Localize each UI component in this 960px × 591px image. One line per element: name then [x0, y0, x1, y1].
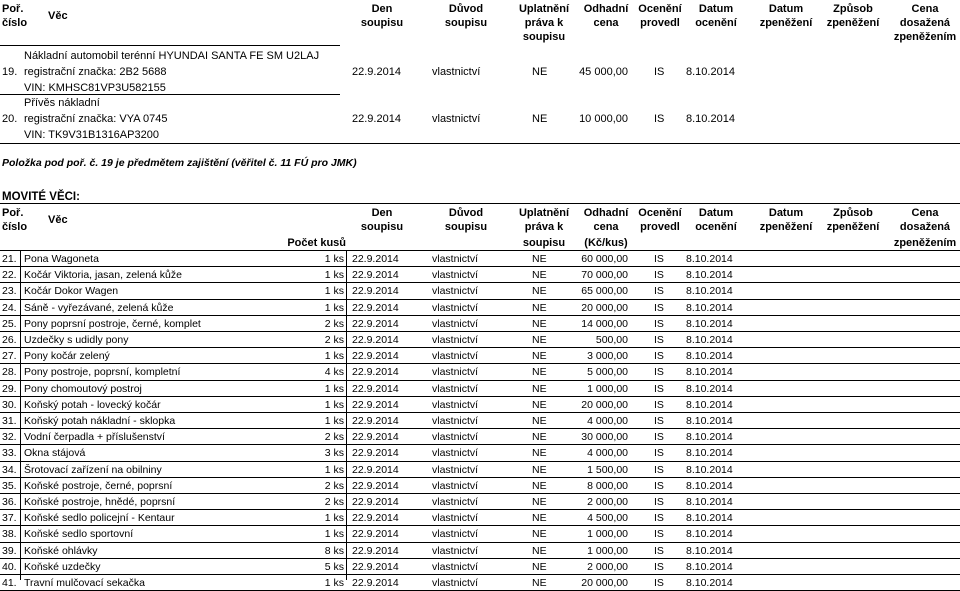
item-value: 60 000,00 [581, 253, 628, 265]
item-reason: vlastnictví [432, 512, 479, 525]
item-date: 22.9.2014 [352, 447, 399, 460]
item-reason: vlastnictví [432, 317, 479, 330]
item-valdate: 8.10.2014 [686, 544, 733, 557]
header-oceneni: Ocenění [638, 3, 682, 15]
item-by: IS [654, 366, 664, 379]
item-name: Koňské sedlo policejní - Kentaur [24, 512, 175, 525]
item-num: 28. [2, 366, 17, 379]
item-by: IS [654, 269, 664, 282]
item-num: 23. [2, 285, 17, 298]
item-valdate: 8.10.2014 [686, 577, 733, 589]
vehicle-by: IS [654, 113, 665, 125]
header-den-2: soupisu [360, 221, 404, 233]
item-name: Uzdečky s udidly pony [24, 334, 129, 346]
item-name: Travní mulčovací sekačka [24, 577, 145, 589]
item-by: IS [654, 512, 664, 525]
item-claim: NE [532, 463, 547, 476]
header-datum-zpenezeni: Datum [768, 3, 804, 15]
item-name: Koňské postroje, černé, poprsní [24, 479, 173, 492]
vehicle-claim: NE [532, 66, 548, 78]
qty-column-divider [346, 250, 347, 580]
item-value: 4 500,00 [587, 512, 628, 525]
header-den: Den [371, 207, 393, 219]
item-qty: 2 ks [324, 431, 344, 444]
item-claim: NE [532, 496, 547, 508]
item-valdate: 8.10.2014 [686, 366, 733, 379]
item-name: Koňské sedlo sportovní [24, 528, 134, 541]
table-row [0, 332, 960, 348]
item-reason: vlastnictví [432, 577, 479, 589]
header-uplatneni: Uplatnění [518, 3, 570, 15]
item-date: 22.9.2014 [352, 415, 399, 427]
item-value: 30 000,00 [581, 431, 628, 444]
item-value: 20 000,00 [581, 398, 628, 411]
header-vec: Věc [48, 214, 68, 226]
item-name: Pony chomoutový postroj [24, 382, 142, 395]
header-zpusob-2: zpeněžení [826, 221, 880, 233]
item-num: 21. [2, 253, 17, 265]
header-uplatneni-3: soupisu [522, 31, 566, 43]
item-by: IS [654, 398, 664, 411]
item-num: 24. [2, 301, 17, 314]
item-num: 33. [2, 447, 17, 460]
item-num: 34. [2, 463, 17, 476]
item-date: 22.9.2014 [352, 334, 399, 346]
header-odhadni: Odhadní [583, 3, 629, 15]
item-value: 2 000,00 [587, 496, 628, 508]
item-name: Vodní čerpadla + příslušenství [24, 431, 165, 444]
item-date: 22.9.2014 [352, 463, 399, 476]
table-row [0, 494, 960, 510]
item-qty: 1 ks [324, 463, 344, 476]
item-date: 22.9.2014 [352, 366, 399, 379]
item-date: 22.9.2014 [352, 479, 399, 492]
table-row [0, 526, 960, 542]
vehicle-value: 45 000,00 [579, 66, 628, 78]
header-uplatneni: Uplatnění [518, 207, 570, 219]
item-valdate: 8.10.2014 [686, 334, 733, 346]
item-num: 36. [2, 496, 17, 508]
item-reason: vlastnictví [432, 496, 479, 508]
item-reason: vlastnictví [432, 463, 479, 476]
item-num: 39. [2, 544, 17, 557]
item-claim: NE [532, 350, 547, 363]
header-por: Poř. [2, 3, 24, 15]
header-duvod: Důvod [448, 3, 484, 15]
item-claim: NE [532, 479, 547, 492]
table-row [0, 316, 960, 332]
item-value: 20 000,00 [581, 577, 628, 589]
table-row [0, 364, 960, 380]
vehicle-date: 22.9.2014 [352, 66, 401, 78]
item-claim: NE [532, 577, 547, 589]
item-num: 35. [2, 479, 17, 492]
item-reason: vlastnictví [432, 431, 479, 444]
item-reason: vlastnictví [432, 366, 479, 379]
item-date: 22.9.2014 [352, 512, 399, 525]
header-den: Den [371, 3, 393, 15]
item-by: IS [654, 253, 664, 265]
header-oceneni-2: provedl [640, 17, 680, 29]
item-qty: 2 ks [324, 317, 344, 330]
item-qty: 1 ks [324, 350, 344, 363]
item-by: IS [654, 350, 664, 363]
item-value: 14 000,00 [581, 317, 628, 330]
header-cislo: číslo [2, 221, 28, 233]
table-row [0, 575, 960, 591]
table-row [0, 300, 960, 316]
header-uplatneni-3: soupisu [522, 237, 566, 249]
item-num: 26. [2, 334, 17, 346]
item-qty: 8 ks [324, 544, 344, 557]
vehicle-desc: Nákladní automobil terénní HYUNDAI SANTA FE SM U2LAJ registrační značka: 2B2 5688 VIN: KMHSC81VP3U582155 [24, 50, 320, 94]
item-name: Koňský potah - lovecký kočár [24, 398, 161, 411]
item-claim: NE [532, 560, 547, 573]
item-valdate: 8.10.2014 [686, 496, 733, 508]
table-row [0, 381, 960, 397]
header-oceneni-2: provedl [640, 221, 680, 233]
header-datum-oceneni-2: ocenění [695, 221, 737, 233]
item-qty: 1 ks [324, 269, 344, 282]
header-cena-2: dosažená [899, 221, 951, 233]
header-pocet-kusu: Počet kusů [287, 237, 346, 249]
item-valdate: 8.10.2014 [686, 285, 733, 298]
item-reason: vlastnictví [432, 415, 479, 427]
section-title: MOVITÉ VĚCI: [2, 191, 80, 203]
item-num: 37. [2, 512, 17, 525]
vehicle-claim: NE [532, 113, 548, 125]
table-row [0, 251, 960, 267]
item-reason: vlastnictví [432, 398, 479, 411]
item-by: IS [654, 544, 664, 557]
item-value: 5 000,00 [587, 366, 628, 379]
item-date: 22.9.2014 [352, 577, 399, 589]
item-num: 32. [2, 431, 17, 444]
item-reason: vlastnictví [432, 447, 479, 460]
table-row [0, 348, 960, 364]
item-name: Pony postroje, poprsní, kompletní [24, 366, 181, 379]
item-num: 41. [2, 577, 17, 589]
item-valdate: 8.10.2014 [686, 350, 733, 363]
item-name: Okna stájová [24, 447, 86, 460]
header-odhadni-3: (Kč/kus) [584, 237, 628, 249]
item-date: 22.9.2014 [352, 253, 399, 265]
table-row [0, 462, 960, 478]
item-value: 3 000,00 [587, 350, 628, 363]
header-duvod-2: soupisu [444, 17, 488, 29]
item-qty: 1 ks [324, 512, 344, 525]
item-value: 1 000,00 [587, 382, 628, 395]
item-name: Koňské ohlávky [24, 544, 98, 557]
item-value: 500,00 [595, 334, 628, 346]
vehicle-desc: Přívěs nákladní registrační značka: VYA 0745 VIN: TK9V31B1316AP3200 [24, 97, 168, 141]
item-qty: 2 ks [324, 479, 344, 492]
header-duvod-2: soupisu [444, 221, 488, 233]
header-oceneni: Ocenění [638, 207, 682, 219]
item-valdate: 8.10.2014 [686, 317, 733, 330]
item-by: IS [654, 528, 664, 541]
table-row [0, 429, 960, 445]
header-uplatneni-2: práva k [524, 221, 564, 233]
item-reason: vlastnictví [432, 334, 479, 346]
item-by: IS [654, 382, 664, 395]
item-claim: NE [532, 285, 547, 298]
item-date: 22.9.2014 [352, 269, 399, 282]
item-qty: 1 ks [324, 528, 344, 541]
item-valdate: 8.10.2014 [686, 512, 733, 525]
header-odhadni-2: cena [593, 221, 619, 233]
header-den-2: soupisu [360, 17, 404, 29]
header-odhadni: Odhadní [583, 207, 629, 219]
item-qty: 1 ks [324, 285, 344, 298]
item-valdate: 8.10.2014 [686, 447, 733, 460]
item-valdate: 8.10.2014 [686, 253, 733, 265]
item-qty: 1 ks [324, 253, 344, 265]
item-by: IS [654, 496, 664, 508]
item-claim: NE [532, 334, 547, 346]
item-claim: NE [532, 528, 547, 541]
item-reason: vlastnictví [432, 301, 479, 314]
header-datum-oceneni-2: ocenění [695, 17, 737, 29]
header-odhadni-2: cena [593, 17, 619, 29]
item-valdate: 8.10.2014 [686, 431, 733, 444]
item-date: 22.9.2014 [352, 496, 399, 508]
item-claim: NE [532, 269, 547, 282]
item-by: IS [654, 560, 664, 573]
item-reason: vlastnictví [432, 528, 479, 541]
item-name: Koňské postroje, hnědé, poprsní [24, 496, 176, 508]
item-date: 22.9.2014 [352, 398, 399, 411]
item-name: Kočár Viktoria, jasan, zelená kůže [24, 269, 182, 282]
item-reason: vlastnictví [432, 253, 479, 265]
item-name: Koňský potah nákladní - sklopka [24, 415, 176, 427]
table-row [0, 413, 960, 429]
item-qty: 2 ks [324, 496, 344, 508]
item-qty: 4 ks [324, 366, 344, 379]
table-row [0, 267, 960, 283]
item-claim: NE [532, 253, 547, 265]
item-by: IS [654, 415, 664, 427]
item-reason: vlastnictví [432, 544, 479, 557]
header-zpusob: Způsob [833, 207, 873, 219]
item-by: IS [654, 463, 664, 476]
vehicle-valdate: 8.10.2014 [686, 113, 735, 125]
item-name: Pona Wagoneta [24, 253, 99, 265]
item-num: 31. [2, 415, 17, 427]
item-valdate: 8.10.2014 [686, 301, 733, 314]
vehicle-row-divider [0, 45, 340, 46]
item-date: 22.9.2014 [352, 285, 399, 298]
item-date: 22.9.2014 [352, 301, 399, 314]
item-reason: vlastnictví [432, 350, 479, 363]
item-name: Sáně - vyřezávané, zelená kůže [24, 301, 174, 314]
item-valdate: 8.10.2014 [686, 479, 733, 492]
item-name: Pony poprsní postroje, černé, komplet [24, 317, 201, 330]
vehicle-num: 19. [2, 66, 18, 78]
item-claim: NE [532, 317, 547, 330]
item-qty: 1 ks [324, 577, 344, 589]
item-num: 38. [2, 528, 17, 541]
header-datum-oceneni: Datum [698, 207, 734, 219]
header-cena: Cena [911, 207, 939, 219]
item-valdate: 8.10.2014 [686, 415, 733, 427]
item-by: IS [654, 285, 664, 298]
header-cena-2: dosažená [899, 17, 951, 29]
item-claim: NE [532, 512, 547, 525]
item-reason: vlastnictví [432, 382, 479, 395]
item-value: 8 000,00 [587, 479, 628, 492]
header-uplatneni-2: práva k [524, 17, 564, 29]
item-name: Koňské uzdečky [24, 560, 101, 573]
item-date: 22.9.2014 [352, 560, 399, 573]
item-claim: NE [532, 415, 547, 427]
item-num: 29. [2, 382, 17, 395]
num-column-divider [20, 250, 21, 580]
item-value: 4 000,00 [587, 447, 628, 460]
item-by: IS [654, 479, 664, 492]
vehicle-reason: vlastnictví [432, 113, 481, 125]
item-num: 27. [2, 350, 17, 363]
table-row [0, 397, 960, 413]
vehicle-table-bottom [0, 143, 960, 144]
vehicle-value: 10 000,00 [579, 113, 628, 125]
item-valdate: 8.10.2014 [686, 528, 733, 541]
header-zpusob: Způsob [833, 3, 873, 15]
table-row [0, 510, 960, 526]
header-datum-oceneni: Datum [698, 3, 734, 15]
item-qty: 5 ks [324, 560, 344, 573]
vehicle-date: 22.9.2014 [352, 113, 401, 125]
item-claim: NE [532, 398, 547, 411]
item-value: 1 000,00 [587, 544, 628, 557]
header-cena-3: zpeněžením [893, 31, 957, 43]
item-by: IS [654, 301, 664, 314]
item-valdate: 8.10.2014 [686, 382, 733, 395]
item-qty: 1 ks [324, 398, 344, 411]
vehicle-by: IS [654, 66, 665, 78]
item-date: 22.9.2014 [352, 528, 399, 541]
item-qty: 1 ks [324, 301, 344, 314]
vehicle-valdate: 8.10.2014 [686, 66, 735, 78]
item-by: IS [654, 334, 664, 346]
item-name: Kočár Dokor Wagen [24, 285, 119, 298]
item-claim: NE [532, 544, 547, 557]
table-row [0, 478, 960, 494]
item-claim: NE [532, 366, 547, 379]
item-claim: NE [532, 431, 547, 444]
item-num: 40. [2, 560, 17, 573]
header-datum-zpenezeni: Datum [768, 207, 804, 219]
item-value: 70 000,00 [581, 269, 628, 282]
vehicle-reason: vlastnictví [432, 66, 481, 78]
header-cislo: číslo [2, 17, 28, 29]
item-reason: vlastnictví [432, 560, 479, 573]
header-datum-zpenezeni-2: zpeněžení [759, 17, 813, 29]
table-row [0, 559, 960, 575]
header-vec: Věc [48, 10, 68, 22]
item-claim: NE [532, 301, 547, 314]
header-datum-zpenezeni-2: zpeněžení [759, 221, 813, 233]
item-date: 22.9.2014 [352, 317, 399, 330]
item-value: 65 000,00 [581, 285, 628, 298]
item-valdate: 8.10.2014 [686, 398, 733, 411]
items-header-top-line [0, 203, 960, 204]
table-row [0, 283, 960, 299]
item-qty: 1 ks [324, 415, 344, 427]
table-row [0, 543, 960, 559]
item-reason: vlastnictví [432, 479, 479, 492]
item-num: 30. [2, 398, 17, 411]
header-cena-3: zpeněžením [893, 237, 957, 249]
item-claim: NE [532, 382, 547, 395]
item-name: Pony kočár zelený [24, 350, 110, 363]
item-name: Šrotovací zařízení na obilniny [24, 463, 162, 476]
item-by: IS [654, 577, 664, 589]
item-value: 1 000,00 [587, 528, 628, 541]
item-date: 22.9.2014 [352, 382, 399, 395]
item-by: IS [654, 431, 664, 444]
vehicle-num: 20. [2, 113, 18, 125]
item-qty: 1 ks [324, 382, 344, 395]
item-qty: 3 ks [324, 447, 344, 460]
item-valdate: 8.10.2014 [686, 269, 733, 282]
table-row [0, 445, 960, 461]
item-reason: vlastnictví [432, 269, 479, 282]
header-zpusob-2: zpeněžení [826, 17, 880, 29]
item-by: IS [654, 447, 664, 460]
item-by: IS [654, 317, 664, 330]
item-valdate: 8.10.2014 [686, 560, 733, 573]
item-date: 22.9.2014 [352, 350, 399, 363]
security-note: Položka pod poř. č. 19 je předmětem zajištění (věřitel č. 11 FÚ pro JMK) [2, 157, 357, 169]
item-date: 22.9.2014 [352, 544, 399, 557]
item-value: 4 000,00 [587, 415, 628, 427]
item-valdate: 8.10.2014 [686, 463, 733, 476]
item-value: 2 000,00 [587, 560, 628, 573]
item-value: 1 500,00 [587, 463, 628, 476]
header-por: Poř. [2, 207, 24, 219]
item-claim: NE [532, 447, 547, 460]
item-date: 22.9.2014 [352, 431, 399, 444]
item-num: 25. [2, 317, 17, 330]
header-cena: Cena [911, 3, 939, 15]
item-value: 20 000,00 [581, 301, 628, 314]
item-qty: 2 ks [324, 334, 344, 346]
item-num: 22. [2, 269, 17, 282]
item-reason: vlastnictví [432, 285, 479, 298]
header-duvod: Důvod [448, 207, 484, 219]
